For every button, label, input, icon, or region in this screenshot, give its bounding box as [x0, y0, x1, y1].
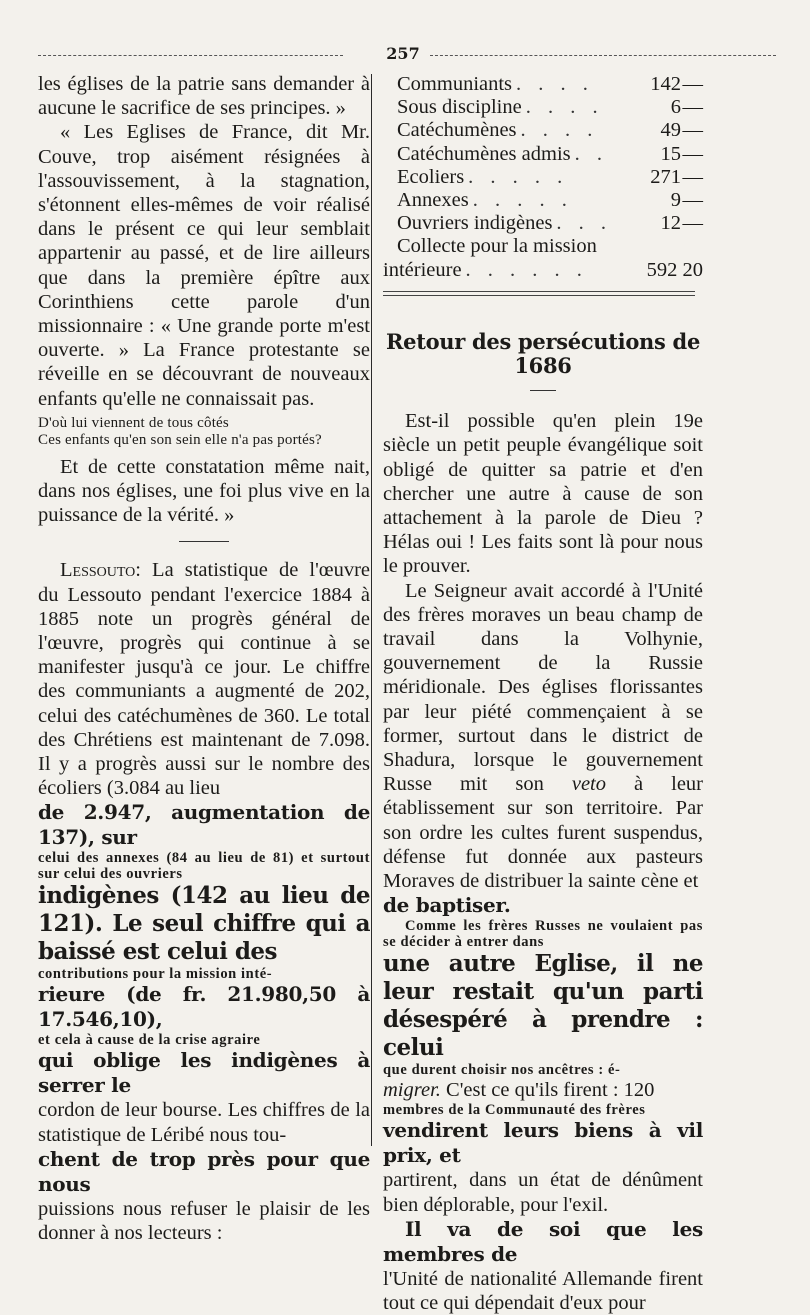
lessouto-text: : La statistique de l'œuvre du Lessouto pendant l'exercice 1884 à 1885 note un progrès général de l'œuvre, progrès qui continue à se manifester jusqu'à ce jour. Le chiffre des communiants a augmenté de 202, celui des catéchumènes de 360. Le total des Chrétiens est maintenant de 7.098. Il y a progrès aussi sur le nombre des écoliers (3.084 au lieu	[38, 559, 370, 800]
paragraph: les églises de la patrie sans demander à aucune le sacrifice de ses principes. »	[38, 73, 370, 120]
stat-dots: . . . . . .	[465, 258, 588, 281]
stat-value: 12	[660, 212, 681, 235]
print-line-bold: qui oblige les indigènes à serrer le	[38, 1048, 370, 1098]
print-line-small: celui des annexes (84 au lieu de 81) et surtout sur celui des ouvriers	[38, 850, 370, 883]
stat-row	[383, 72, 703, 95]
print-line-bold: une autre Eglise, il ne leur restait qu'un parti désespéré à prendre : celui	[383, 950, 703, 1062]
stat-row	[383, 118, 703, 141]
stat-dash: —	[682, 119, 703, 142]
stat-row	[383, 188, 703, 211]
stat-row	[383, 211, 703, 234]
stat-label: Ouvriers indigènes	[397, 212, 553, 235]
paragraph: « Les Eglises de France, dit Mr. Couve, trop aisément résignées à l'assouvissement, à la stagnation, s'étonnent elles-mêmes de voir réalisé dans le présent ce qui leur semblait appartenir au passé, et de lire ailleurs que dans la première épître aux Corinthiens cette parole d'un missionnaire : « Une grande porte m'est ouverte. » La France protestante se réveille en se découvrant de nouveaux enfants qu'elle ne connaissait pas.	[38, 121, 370, 410]
print-line-small: que durent choisir nos ancêtres : é-	[383, 1062, 621, 1079]
stat-value: 271	[650, 165, 681, 188]
column-divider	[371, 74, 372, 1146]
stat-row-collecte	[383, 234, 703, 257]
stat-dash: —	[682, 212, 703, 235]
verse-line: D'où lui viennent de tous côtés	[38, 414, 229, 431]
paragraph	[383, 1078, 703, 1102]
statistics-table	[383, 72, 703, 296]
lessouto-label: Lessouto	[60, 559, 136, 582]
stat-dots: . .	[574, 142, 609, 165]
stat-dots: . . .	[556, 212, 613, 235]
print-line-small: membres de la Communauté des frères	[383, 1102, 646, 1119]
table-rule	[383, 291, 695, 296]
right-column	[383, 72, 703, 1315]
stat-row	[383, 258, 703, 281]
stat-dash: —	[682, 96, 703, 119]
stat-value: 15	[660, 142, 681, 165]
paragraph-lessouto	[38, 558, 370, 800]
print-line-small: contributions pour la mission inté-	[38, 966, 273, 983]
stat-row	[383, 165, 703, 188]
paragraph: cordon de leur bourse. Les chiffres de la statistique de Léribé nous tou-	[38, 1099, 370, 1146]
stat-dash: —	[682, 73, 703, 95]
stat-value: 6	[670, 96, 681, 119]
header-rule-left	[38, 55, 343, 56]
paragraph: partirent, dans un état de dénûment bien déplorable, pour l'exil.	[383, 1169, 703, 1216]
print-line-bold: indigènes (142 au lieu de 121). Le seul chiffre qui a baissé est celui des	[38, 882, 370, 966]
header-rule-right	[430, 55, 776, 56]
italic-word: migrer.	[383, 1079, 441, 1102]
page-header	[38, 44, 776, 64]
title-separator	[530, 390, 556, 391]
print-line-small: Comme les frères Russes ne voulaient pas se décider à entrer dans	[383, 918, 703, 951]
paragraph: Et de cette constatation même nait, dans nos églises, une foi plus vive en la puissance de la vérité. »	[38, 455, 370, 527]
paragraph-text: à leur établissement sur son territoire. Par son ordre les cultes furent suspendus, défense fut donnée aux pasteurs Moraves de distribuer la sainte cène et	[383, 773, 703, 892]
stat-value: 592 20	[646, 258, 703, 281]
stat-label: Collecte pour la mission	[397, 235, 597, 258]
print-line-small: et cela à cause de la crise agraire	[38, 1032, 261, 1049]
section-title: Retour des persécutions de 1686	[385, 328, 701, 378]
stat-dash: —	[682, 165, 703, 188]
left-column	[38, 72, 370, 1245]
stat-row	[383, 95, 703, 118]
stat-value: 49	[660, 119, 681, 142]
page-number: 257	[386, 44, 420, 63]
paragraph: l'Unité de nationalité Allemande firent tout ce qui dépendait d'eux pour	[383, 1267, 703, 1314]
print-line-bold: chent de trop près pour que nous	[38, 1146, 370, 1196]
stat-value: 142	[650, 73, 681, 95]
print-line-bold: rieure (de fr. 21.980,50 à 17.546,10),	[38, 982, 370, 1032]
paragraph: puissions nous refuser le plaisir de les donner à nos lecteurs :	[38, 1197, 370, 1245]
stat-label: Sous discipline	[397, 96, 522, 119]
stat-dash: —	[682, 188, 703, 211]
stat-row	[383, 142, 703, 165]
paragraph	[383, 579, 703, 894]
print-line-bold: de 2.947, augmentation de 137), sur	[38, 800, 370, 850]
print-line-bold: Il va de soi que les membres de	[383, 1216, 703, 1266]
stat-dots: . . . . .	[468, 165, 569, 188]
paragraph-text: Le Seigneur avait accordé à l'Unité des frères moraves un beau champ de travail dans la Volhynie, gouvernement de la Russie méridionale. Des églises florissantes par leur piété commençaient à se former, surtout dans le district de Shadura, lorsque le gouvernement Russe mit son	[383, 579, 703, 796]
stat-label: intérieure	[383, 258, 462, 281]
section-separator	[179, 541, 229, 542]
stat-label: Catéchumènes	[397, 119, 517, 142]
paragraph-text: C'est ce qu'ils firent : 120	[446, 1079, 655, 1102]
stat-label: Communiants	[397, 73, 513, 95]
verse-line: Ces enfants qu'en son sein elle n'a pas portés?	[38, 431, 322, 448]
stat-dots: . . . .	[525, 96, 604, 119]
stat-dots: . . . .	[520, 119, 599, 142]
print-line-bold: de baptiser.	[383, 893, 511, 918]
stat-dots: . . . . .	[472, 188, 573, 211]
print-line-bold: vendirent leurs biens à vil prix, et	[383, 1118, 703, 1168]
stat-label: Catéchumènes admis	[397, 142, 571, 165]
stat-dots: . . . .	[516, 73, 594, 95]
stat-value: 9	[670, 188, 681, 211]
stat-label: Annexes	[397, 188, 469, 211]
paragraph: Est-il possible qu'en plein 19e siècle un petit peuple évangélique soit obligé de quitter sa patrie et d'en chercher une autre à cause de son attachement à la parole de Dieu ? Hélas oui ! Les faits sont là pour nous le prouver.	[383, 410, 703, 578]
italic-word: veto	[571, 773, 606, 796]
stat-dash: —	[682, 142, 703, 165]
stat-label: Ecoliers	[397, 165, 465, 188]
